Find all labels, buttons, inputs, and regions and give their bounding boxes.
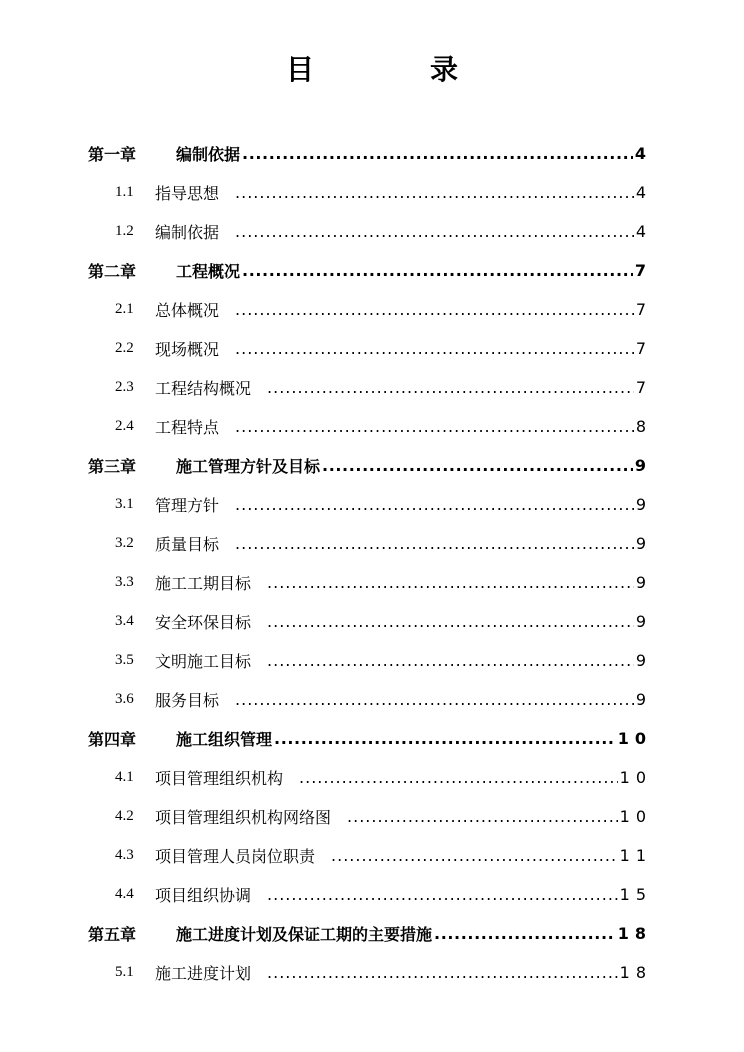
toc-entry-page-number: 10 — [619, 768, 652, 787]
dot-leader — [267, 887, 618, 903]
toc-entry-number: 第二章 — [88, 262, 137, 281]
toc-entry-page-number: 4 — [635, 222, 652, 241]
toc-entry-title: 项目管理人员岗位职责 — [155, 847, 316, 866]
toc-entry-number: 1.1 — [115, 184, 134, 200]
toc-entry-number: 2.3 — [115, 379, 134, 395]
toc-entry-page-number: 15 — [619, 885, 652, 904]
toc-section-entry[interactable] — [115, 563, 652, 602]
toc-entry-page-number: 9 — [635, 612, 652, 631]
toc-entry-page-number: 9 — [635, 573, 652, 592]
toc-entry-title: 施工组织管理 — [176, 730, 273, 749]
toc-section-entry[interactable] — [115, 329, 652, 368]
toc-entry-title: 现场概况 — [155, 340, 220, 359]
toc-entry-number: 3.3 — [115, 574, 134, 590]
toc-chapter-entry[interactable] — [88, 446, 652, 485]
toc-entry-title: 施工进度计划 — [155, 964, 252, 983]
toc-entry-title: 质量目标 — [155, 535, 220, 554]
toc-entry-number: 3.5 — [115, 652, 134, 668]
toc-entry-number: 3.6 — [115, 691, 134, 707]
toc-entry-number: 2.1 — [115, 301, 134, 317]
toc-entry-number: 2.2 — [115, 340, 134, 356]
toc-entry-number: 3.1 — [115, 496, 134, 512]
toc-entry-page-number: 9 — [635, 534, 652, 553]
toc-entry-page-number: 8 — [635, 417, 652, 436]
toc-chapter-entry[interactable] — [88, 134, 652, 173]
dot-leader — [299, 770, 618, 786]
toc-entry-title: 安全环保目标 — [155, 613, 252, 632]
dot-leader — [235, 497, 634, 513]
toc-section-entry[interactable] — [115, 953, 652, 992]
toc-entry-page-number: 10 — [619, 807, 652, 826]
dot-leader — [267, 380, 634, 396]
toc-entry-title: 施工工期目标 — [155, 574, 252, 593]
dot-leader — [322, 458, 633, 474]
toc-entry-page-number: 9 — [635, 651, 652, 670]
toc-entry-title: 总体概况 — [155, 301, 220, 320]
toc-entry-page-number: 9 — [635, 690, 652, 709]
toc-entry-page-number: 10 — [617, 729, 652, 748]
toc-section-entry[interactable] — [115, 485, 652, 524]
dot-leader — [235, 536, 634, 552]
toc-entry-number: 3.2 — [115, 535, 134, 551]
toc-entry-title: 项目管理组织机构网络图 — [155, 808, 332, 827]
toc-entry-page-number: 7 — [635, 378, 652, 397]
toc-entry-number: 第四章 — [88, 730, 137, 749]
toc-entry-page-number: 7 — [635, 300, 652, 319]
toc-entry-number: 第三章 — [88, 457, 137, 476]
dot-leader — [267, 575, 634, 591]
toc-section-entry[interactable] — [115, 836, 652, 875]
toc-entry-title: 施工进度计划及保证工期的主要措施 — [176, 925, 433, 944]
toc-entry-title: 项目组织协调 — [155, 886, 252, 905]
toc-section-entry[interactable] — [115, 758, 652, 797]
toc-entry-title: 项目管理组织机构 — [155, 769, 284, 788]
toc-entry-title: 工程概况 — [176, 262, 241, 281]
toc-section-entry[interactable] — [115, 173, 652, 212]
toc-entry-title: 编制依据 — [155, 223, 220, 242]
dot-leader — [331, 848, 618, 864]
toc-entry-number: 第五章 — [88, 925, 137, 944]
toc-section-entry[interactable] — [115, 602, 652, 641]
toc-entry-title: 管理方针 — [155, 496, 220, 515]
toc-entry-title: 工程结构概况 — [155, 379, 252, 398]
dot-leader — [235, 302, 634, 318]
page-title: 目 录 — [285, 53, 502, 86]
dot-leader — [242, 146, 633, 162]
toc-entry-page-number: 4 — [634, 144, 652, 163]
toc-entry-page-number: 9 — [634, 456, 652, 475]
toc-entry-page-number: 11 — [619, 846, 652, 865]
toc-section-entry[interactable] — [115, 875, 652, 914]
toc-entry-number: 2.4 — [115, 418, 134, 434]
toc-entry-title: 编制依据 — [176, 145, 241, 164]
toc-section-entry[interactable] — [115, 212, 652, 251]
toc-entry-number: 3.4 — [115, 613, 134, 629]
toc-entry-title: 工程特点 — [155, 418, 220, 437]
toc-section-entry[interactable] — [115, 290, 652, 329]
toc-section-entry[interactable] — [115, 524, 652, 563]
dot-leader — [274, 731, 616, 747]
toc-section-entry[interactable] — [115, 797, 652, 836]
toc-entry-page-number: 9 — [635, 495, 652, 514]
toc-entry-title: 文明施工目标 — [155, 652, 252, 671]
toc-entry-title: 服务目标 — [155, 691, 220, 710]
dot-leader — [434, 926, 616, 942]
toc-section-entry[interactable] — [115, 407, 652, 446]
toc-entry-page-number: 7 — [635, 339, 652, 358]
dot-leader — [235, 692, 634, 708]
toc-chapter-entry[interactable] — [88, 914, 652, 953]
dot-leader — [267, 614, 634, 630]
toc-entry-number: 4.4 — [115, 886, 134, 902]
toc-entry-number: 4.2 — [115, 808, 134, 824]
dot-leader — [235, 341, 634, 357]
dot-leader — [235, 224, 634, 240]
toc-chapter-entry[interactable] — [88, 251, 652, 290]
toc-entry-title: 施工管理方针及目标 — [176, 457, 321, 476]
dot-leader — [347, 809, 618, 825]
toc-section-entry[interactable] — [115, 368, 652, 407]
toc-entry-page-number: 18 — [617, 924, 652, 943]
dot-leader — [267, 653, 634, 669]
toc-entry-title: 指导思想 — [155, 184, 220, 203]
toc-entry-number: 5.1 — [115, 964, 134, 980]
toc-entry-page-number: 18 — [619, 963, 652, 982]
toc-entry-number: 4.3 — [115, 847, 134, 863]
dot-leader — [242, 263, 633, 279]
toc-chapter-entry[interactable] — [88, 719, 652, 758]
toc-section-entry[interactable] — [115, 680, 652, 719]
toc-entry-number: 4.1 — [115, 769, 134, 785]
toc-entry-number: 第一章 — [88, 145, 137, 164]
toc-entry-number: 1.2 — [115, 223, 134, 239]
dot-leader — [235, 185, 634, 201]
toc-entry-page-number: 7 — [634, 261, 652, 280]
dot-leader — [235, 419, 634, 435]
dot-leader — [267, 965, 618, 981]
toc-section-entry[interactable] — [115, 641, 652, 680]
toc-entry-page-number: 4 — [635, 183, 652, 202]
